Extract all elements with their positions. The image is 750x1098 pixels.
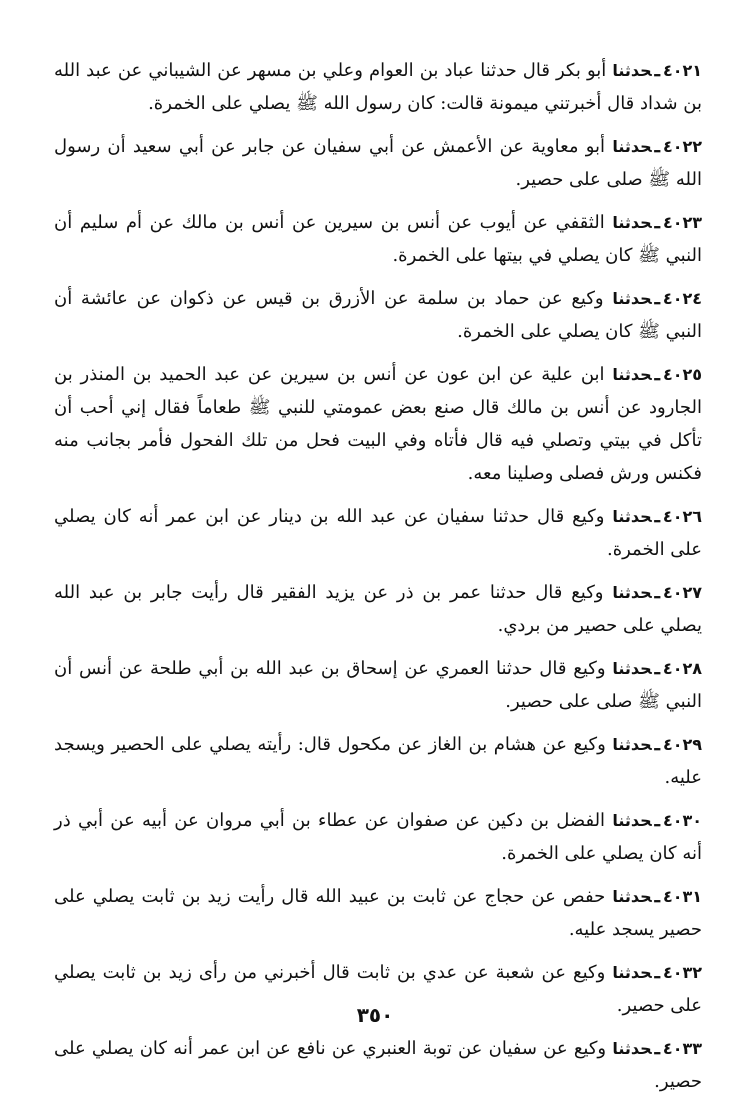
- hadith-text: وكيع عن شعبة عن عدي بن ثابت قال أخبرني من رأى زيد بن ثابت يصلي على حصير.: [54, 962, 702, 1016]
- hadith-number: ٤٠٣٠: [662, 811, 702, 830]
- hadith-verb: حدثنا: [612, 365, 652, 384]
- hadith-entry-4022: ٤٠٢٢ـحدثنا أبو معاوية عن الأعمش عن أبي سفيان عن جابر عن أبي سعيد أن رسول الله ﷺ صلى على حصير.: [54, 136, 702, 190]
- hadith-number: ٤٠٣١: [662, 887, 702, 906]
- hadith-number: ٤٠٢٤: [662, 289, 702, 308]
- hadith-number: ٤٠٢٨: [662, 659, 702, 678]
- hadith-text: وكيع قال حدثنا عمر بن ذر عن يزيد الفقير قال رأيت جابر بن عبد الله يصلي على حصير من بردي.: [54, 582, 702, 636]
- hadith-text: وكيع عن سفيان عن توبة العنبري عن نافع عن ابن عمر أنه كان يصلي على حصير.: [54, 1038, 702, 1092]
- hadith-verb: حدثنا: [612, 289, 652, 308]
- hadith-entry-4025: ٤٠٢٥ـحدثنا ابن علية عن ابن عون عن أنس بن سيرين عن عبد الحميد بن المنذر بن الجارود عن أنس بن مالك قال صنع بعض عمومتي للنبي ﷺ طعاماً فقال إني أحب أن تأكل في بيتي وتصلي فيه قال فأتاه وفي البيت فحل من تلك الفحول فأمر بجانب منه فكنس ورش فصلى وصلينا معه.: [54, 364, 702, 484]
- hadith-verb: حدثنا: [612, 1039, 652, 1058]
- hadith-entry-4030: ٤٠٣٠ـحدثنا الفضل بن دكين عن صفوان عن عطاء بن أبي مروان عن أبيه عن أبي ذر أنه كان يصلي على الخمرة.: [54, 810, 702, 864]
- hadith-verb: حدثنا: [612, 213, 652, 232]
- hadith-number: ٤٠٢١: [662, 61, 702, 80]
- hadith-verb: حدثنا: [612, 811, 652, 830]
- hadith-entry-4029: ٤٠٢٩ـحدثنا وكيع عن هشام بن الغاز عن مكحول قال: رأيته يصلي على الحصير ويسجد عليه.: [54, 734, 702, 788]
- hadith-text: أبو بكر قال حدثنا عباد بن العوام وعلي بن مسهر عن الشيباني عن عبد الله بن شداد قال أخبرتني ميمونة قالت: كان رسول الله ﷺ يصلي على الخمرة.: [54, 60, 702, 114]
- hadith-verb: حدثنا: [612, 507, 652, 526]
- hadith-number: ٤٠٢٢: [662, 137, 702, 156]
- hadith-entry-4031: ٤٠٣١ـحدثنا حفص عن حجاج عن ثابت بن عبيد الله قال رأيت زيد بن ثابت يصلي على حصير يسجد عليه.: [54, 886, 702, 940]
- hadith-text: أبو معاوية عن الأعمش عن أبي سفيان عن جابر عن أبي سعيد أن رسول الله ﷺ صلى على حصير.: [54, 136, 702, 190]
- hadith-number: ٤٠٢٦: [662, 507, 702, 526]
- hadith-number: ٤٠٣٢: [662, 963, 702, 982]
- hadith-entry-4023: ٤٠٢٣ـحدثنا الثقفي عن أيوب عن أنس بن سيرين عن أنس بن مالك عن أم سليم أن النبي ﷺ كان يصلي في بيتها على الخمرة.: [54, 212, 702, 266]
- hadith-number: ٤٠٢٧: [662, 583, 703, 602]
- hadith-number: ٤٠٢٥: [662, 365, 702, 384]
- hadith-text: وكيع قال حدثنا سفيان عن عبد الله بن دينار عن ابن عمر أنه كان يصلي على الخمرة.: [54, 506, 702, 560]
- hadith-text: وكيع عن حماد بن سلمة عن الأزرق بن قيس عن ذكوان عن عائشة أن النبي ﷺ كان يصلي على الخمرة.: [54, 288, 702, 342]
- hadith-entry-4024: ٤٠٢٤ـحدثنا وكيع عن حماد بن سلمة عن الأزرق بن قيس عن ذكوان عن عائشة أن النبي ﷺ كان يصلي على الخمرة.: [54, 288, 702, 342]
- hadith-verb: حدثنا: [612, 137, 652, 156]
- hadith-entry-4027: ٤٠٢٧ـحدثنا وكيع قال حدثنا عمر بن ذر عن يزيد الفقير قال رأيت جابر بن عبد الله يصلي على حصير من بردي.: [54, 582, 703, 636]
- page-number: ٣٥٠: [356, 1003, 394, 1027]
- hadith-verb: حدثنا: [612, 659, 652, 678]
- hadith-text: وكيع عن هشام بن الغاز عن مكحول قال: رأيته يصلي على الحصير ويسجد عليه.: [54, 734, 702, 788]
- hadith-text: الفضل بن دكين عن صفوان عن عطاء بن أبي مروان عن أبيه عن أبي ذر أنه كان يصلي على الخمرة.: [54, 810, 702, 864]
- hadith-verb: حدثنا: [612, 735, 652, 754]
- hadith-entry-4028: ٤٠٢٨ـحدثنا وكيع قال حدثنا العمري عن إسحاق بن عبد الله بن أبي طلحة عن أنس أن النبي ﷺ صلى على حصير.: [54, 658, 702, 712]
- hadith-text: حفص عن حجاج عن ثابت بن عبيد الله قال رأيت زيد بن ثابت يصلي على حصير يسجد عليه.: [54, 886, 702, 940]
- hadith-text: الثقفي عن أيوب عن أنس بن سيرين عن أنس بن مالك عن أم سليم أن النبي ﷺ كان يصلي في بيتها على الخمرة.: [54, 212, 702, 266]
- hadith-verb: حدثنا: [612, 61, 652, 80]
- hadith-number: ٤٠٣٣: [662, 1039, 702, 1058]
- hadith-text: ابن علية عن ابن عون عن أنس بن سيرين عن عبد الحميد بن المنذر بن الجارود عن أنس بن مالك قال صنع بعض عمومتي للنبي ﷺ طعاماً فقال إني أحب أن تأكل في بيتي وتصلي فيه قال فأتاه وفي البيت فحل من تلك الفحول فأمر بجانب منه فكنس ورش فصلى وصلينا معه.: [54, 364, 702, 484]
- hadith-verb: حدثنا: [612, 887, 652, 906]
- hadith-entry-4026: ٤٠٢٦ـحدثنا وكيع قال حدثنا سفيان عن عبد الله بن دينار عن ابن عمر أنه كان يصلي على الخمرة.: [54, 506, 702, 560]
- hadith-entry-4021: ٤٠٢١ـحدثنا أبو بكر قال حدثنا عباد بن العوام وعلي بن مسهر عن الشيباني عن عبد الله بن شداد قال أخبرتني ميمونة قالت: كان رسول الله ﷺ يصلي على الخمرة.: [54, 60, 702, 114]
- hadith-text: وكيع قال حدثنا العمري عن إسحاق بن عبد الله بن أبي طلحة عن أنس أن النبي ﷺ صلى على حصير.: [54, 658, 702, 712]
- hadith-page: [54, 54, 703, 1092]
- hadith-verb: حدثنا: [612, 963, 652, 982]
- hadith-entry-4033: ٤٠٣٣ـحدثنا وكيع عن سفيان عن توبة العنبري عن نافع عن ابن عمر أنه كان يصلي على حصير.: [54, 1038, 702, 1092]
- hadith-verb: حدثنا: [612, 583, 652, 602]
- hadith-entry-4032: ٤٠٣٢ـحدثنا وكيع عن شعبة عن عدي بن ثابت قال أخبرني من رأى زيد بن ثابت يصلي على حصير.: [54, 962, 702, 1016]
- hadith-number: ٤٠٢٩: [662, 735, 702, 754]
- hadith-number: ٤٠٢٣: [662, 213, 702, 232]
